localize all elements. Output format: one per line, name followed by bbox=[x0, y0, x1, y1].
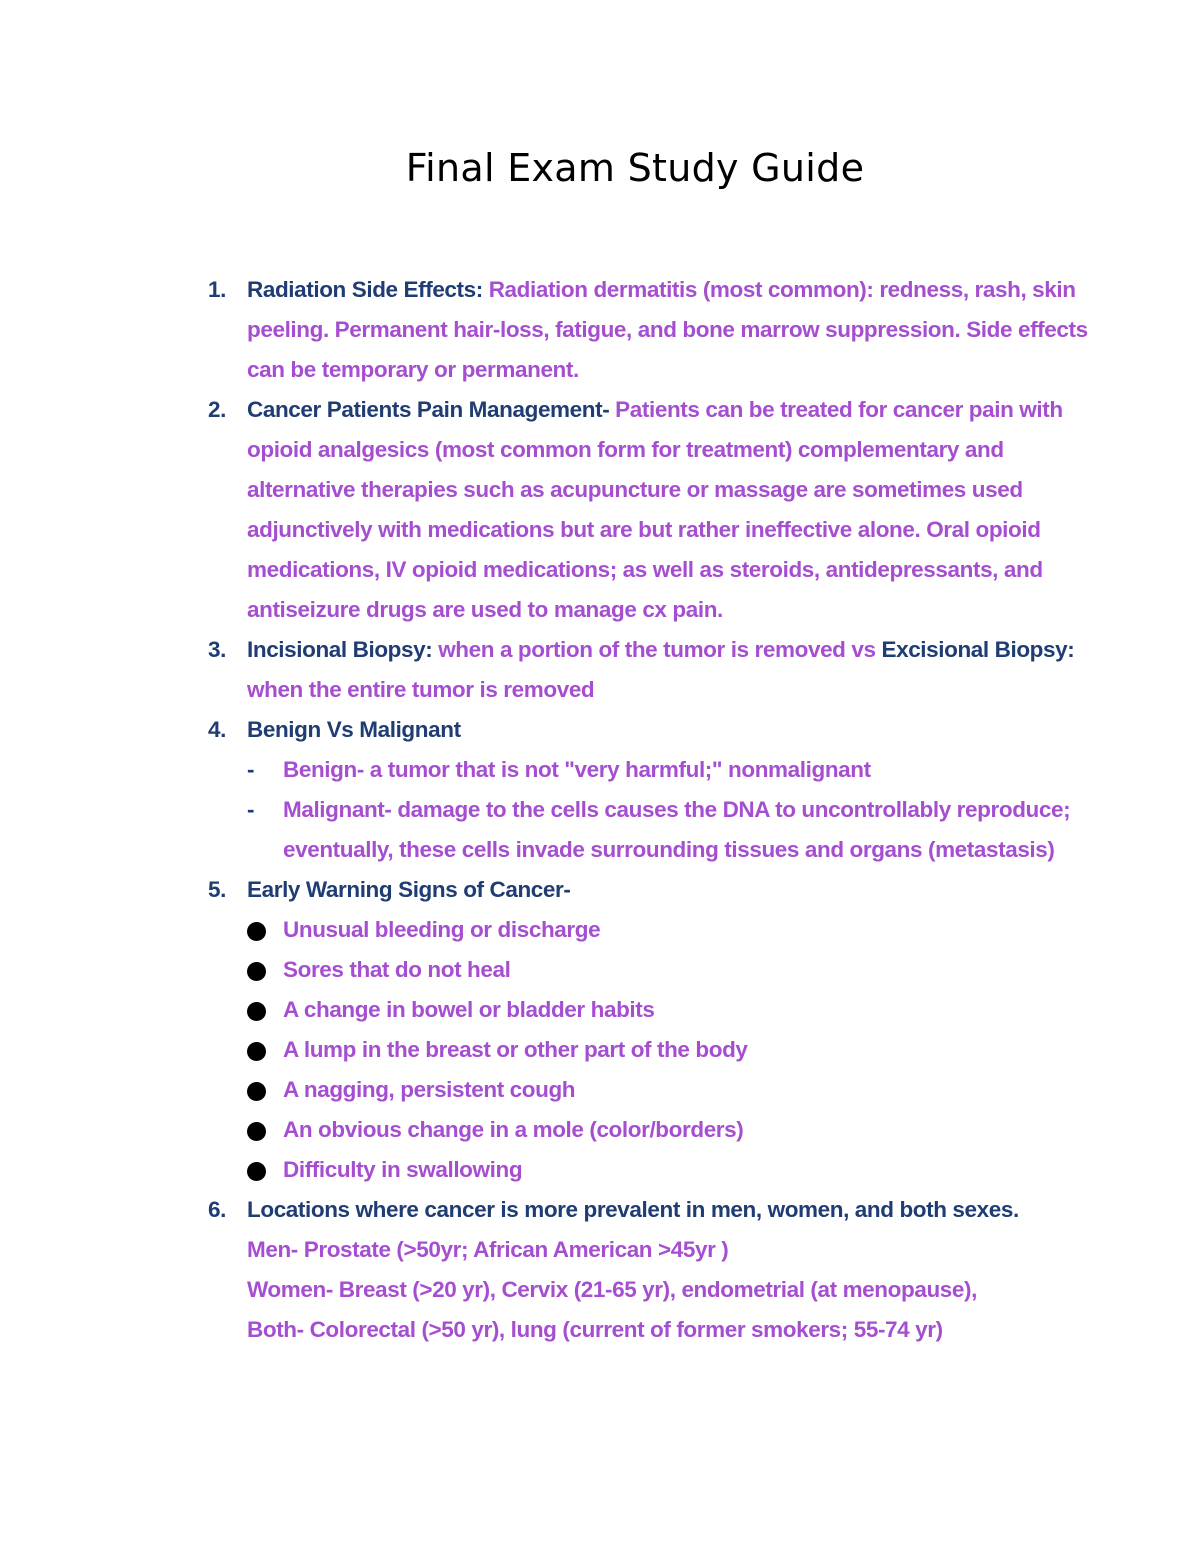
list-item-cancer-locations bbox=[208, 1190, 1088, 1350]
warning-sign-item bbox=[208, 1150, 1088, 1190]
warning-sign-item bbox=[208, 1070, 1088, 1110]
list-item-benign-vs-malignant bbox=[208, 710, 1088, 750]
warning-sign-text: A change in bowel or bladder habits bbox=[283, 997, 655, 1022]
item-number: 2. bbox=[208, 397, 226, 422]
study-guide-list bbox=[208, 270, 1088, 1350]
location-men: Men- Prostate (>50yr; African American >45yr ) bbox=[247, 1237, 729, 1262]
warning-sign-text: A lump in the breast or other part of the body bbox=[283, 1037, 748, 1062]
location-women: Women- Breast (>20 yr), Cervix (21-65 yr), endometrial (at menopause), bbox=[247, 1277, 977, 1302]
warning-sign-text: A nagging, persistent cough bbox=[283, 1077, 576, 1102]
item-number: 3. bbox=[208, 637, 226, 662]
bullet-icon bbox=[247, 1042, 266, 1061]
item-text-secondary: when the entire tumor is removed bbox=[247, 677, 595, 702]
list-item-warning-signs bbox=[208, 870, 1088, 910]
sub-item-text: Malignant- damage to the cells causes the DNA to uncontrollably reproduce; eventually, these cells invade surrounding tissues and organs (metastasis) bbox=[283, 797, 1071, 862]
location-both: Both- Colorectal (>50 yr), lung (current of former smokers; 55-74 yr) bbox=[247, 1317, 943, 1342]
warning-sign-text: Difficulty in swallowing bbox=[283, 1157, 523, 1182]
item-number: 5. bbox=[208, 877, 226, 902]
list-item-radiation-side-effects bbox=[208, 270, 1088, 390]
warning-sign-text: Sores that do not heal bbox=[283, 957, 511, 982]
item-heading: Early Warning Signs of Cancer- bbox=[247, 877, 571, 902]
list-item-pain-management bbox=[208, 390, 1088, 630]
item-heading: Incisional Biopsy: bbox=[247, 637, 433, 662]
item-heading: Radiation Side Effects: bbox=[247, 277, 483, 302]
warning-sign-item bbox=[208, 950, 1088, 990]
warning-sign-item bbox=[208, 1030, 1088, 1070]
bullet-icon bbox=[247, 1002, 266, 1021]
bullet-icon bbox=[247, 922, 266, 941]
bullet-icon bbox=[247, 1122, 266, 1141]
bullet-icon bbox=[247, 1082, 266, 1101]
dash-marker: - bbox=[247, 757, 255, 782]
page-title: Final Exam Study Guide bbox=[405, 146, 865, 190]
warning-sign-item bbox=[208, 1110, 1088, 1150]
sub-item-benign bbox=[208, 750, 1088, 790]
item-text: Patients can be treated for cancer pain with opioid analgesics (most common form for treatment) complementary and alternative therapies such as acupuncture or massage are sometimes used adjunctively with medications but are but rather ineffective alone. Oral opioid medications, IV opioid medications; as well as steroids, antidepressants, and antiseizure drugs are used to manage cx pain. bbox=[247, 397, 1063, 622]
item-heading: Locations where cancer is more prevalent in men, women, and both sexes. bbox=[247, 1197, 1019, 1222]
dash-marker: - bbox=[247, 797, 255, 822]
item-text: Radiation dermatitis (most common): redness, rash, skin peeling. Permanent hair-loss, fatigue, and bone marrow suppression. Side effects can be temporary or permanent. bbox=[247, 277, 1088, 382]
item-number: 1. bbox=[208, 277, 226, 302]
bullet-icon bbox=[247, 962, 266, 981]
bullet-icon bbox=[247, 1162, 266, 1181]
warning-sign-item bbox=[208, 910, 1088, 950]
item-number: 4. bbox=[208, 717, 226, 742]
warning-sign-item bbox=[208, 990, 1088, 1030]
warning-sign-text: An obvious change in a mole (color/borders) bbox=[283, 1117, 744, 1142]
item-heading-secondary: Excisional Biopsy: bbox=[881, 637, 1075, 662]
item-heading: Benign Vs Malignant bbox=[247, 717, 461, 742]
list-item-biopsy bbox=[208, 630, 1088, 710]
sub-item-malignant bbox=[208, 790, 1088, 870]
item-text: when a portion of the tumor is removed vs bbox=[432, 637, 882, 662]
sub-item-text: Benign- a tumor that is not "very harmful;" nonmalignant bbox=[283, 757, 871, 782]
item-heading: Cancer Patients Pain Management- bbox=[247, 397, 610, 422]
warning-sign-text: Unusual bleeding or discharge bbox=[283, 917, 601, 942]
item-number: 6. bbox=[208, 1197, 226, 1222]
